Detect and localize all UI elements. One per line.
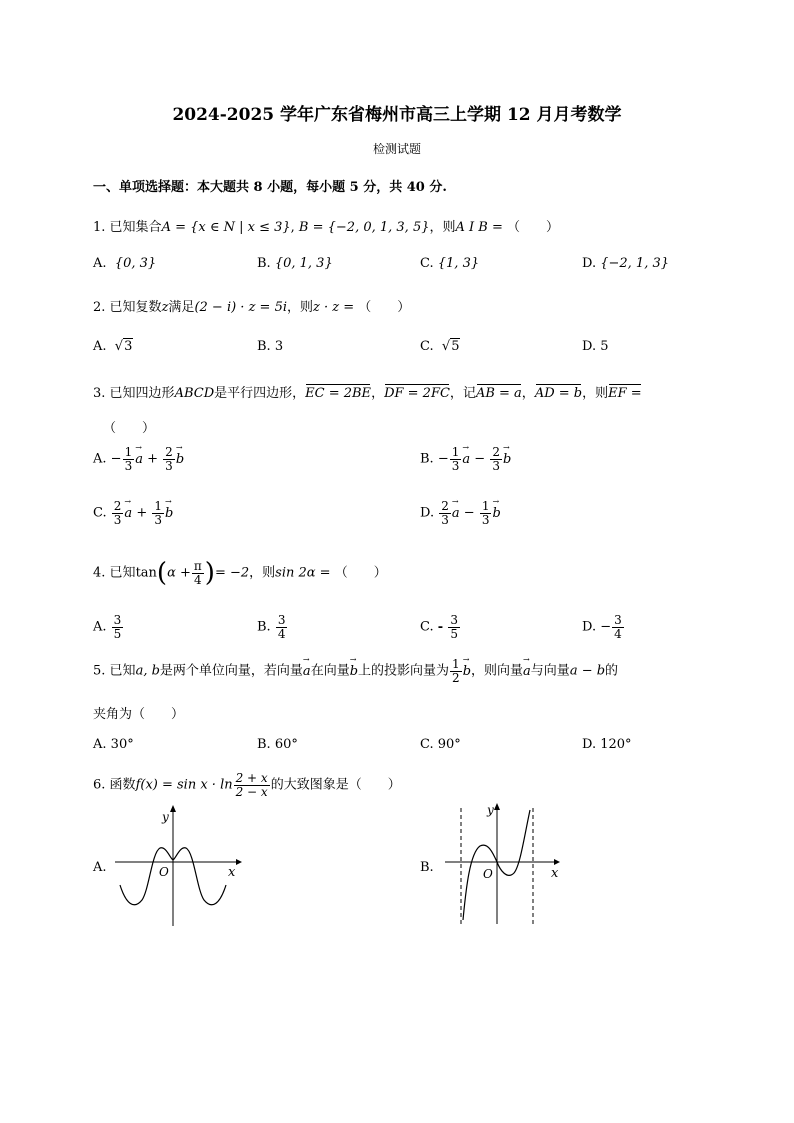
y-axis-arrow xyxy=(170,805,176,812)
question-number: 4. xyxy=(93,565,106,581)
question-4: 4. 已知tan(α + $\frac{\pi}{4}$ )= −2，则sin 2α = （ ） xyxy=(93,558,387,588)
option-b: B. − $\frac{1}{3}$ → a − $\frac{2}{3}$ → b xyxy=(420,446,511,472)
question-6: 6. 函数f(x) = sin x · ln $\frac{2 + x}{2 - x}$ 的大致图象是（ ） xyxy=(93,771,401,799)
section-heading: 一、单项选择题：本大题共 8 小题，每小题 5 分，共 40 分. xyxy=(93,180,447,195)
answer-blank: （ ） xyxy=(103,421,156,436)
definition-ab: AB = a xyxy=(475,386,522,401)
set-b: B = {−2, 0, 1, 3, 5} xyxy=(298,220,430,235)
set-a: A = {x ∈ N | x ≤ 3} xyxy=(161,220,291,235)
question-number: 3. xyxy=(93,386,106,401)
condition-df: DF = 2FC xyxy=(384,386,450,401)
graph-a xyxy=(112,800,242,930)
option-a: A. $\frac{3}{5}$ xyxy=(93,613,122,641)
option-b: B. 60° xyxy=(257,737,298,752)
expression: sin 2α = xyxy=(275,565,331,581)
option-c: C. {1, 3} xyxy=(420,256,480,271)
option-b: B. $\frac{3}{4}$ xyxy=(257,613,286,641)
option-d: D. 120° xyxy=(582,737,632,752)
expression: z · z = xyxy=(313,300,355,315)
option-d: D. {−2, 1, 3} xyxy=(582,256,670,271)
option-c: C. 90° xyxy=(420,737,461,752)
option-a: A. − $\frac{1}{3}$ → a + $\frac{2}{3}$ → b xyxy=(93,446,184,472)
question-2: 2. 已知复数z满足(2 − i) · z = 5i，则z · z = （ ） xyxy=(93,300,411,315)
x-axis-arrow xyxy=(554,859,560,865)
question-3: 3. 已知四边形ABCD是平行四边形，EC = 2BE，DF = 2FC，记AB = a，AD = b，则EF = xyxy=(93,386,642,401)
option-d: D. $\frac{2}{3}$ → a − $\frac{1}{3}$ → b xyxy=(420,500,501,526)
question-text: 已知集合 xyxy=(109,220,162,235)
option-b: B. 3 xyxy=(257,339,284,354)
answer-blank: （ ） xyxy=(334,565,387,581)
graph-a-label: A. xyxy=(93,860,107,875)
option-b: B. {0, 1, 3} xyxy=(257,256,333,271)
graph-b xyxy=(440,798,565,928)
option-d: D. − $\frac{3}{4}$ xyxy=(582,613,622,641)
expression: A I B = xyxy=(455,220,503,235)
question-1: 1. 已知集合A = {x ∈ N | x ≤ 3}, B = {−2, 0, 1, 3, 5}，则A I B = （ ） xyxy=(93,220,560,235)
expression: EF = xyxy=(608,386,642,401)
question-number: 2. xyxy=(93,300,106,315)
condition: (2 − i) · z = 5i xyxy=(194,300,287,315)
question-number: 1. xyxy=(93,220,106,235)
option-c: C. √5 xyxy=(420,339,460,354)
x-label: x xyxy=(551,866,559,881)
graph-b-label: B. xyxy=(420,860,434,875)
condition-ec: EC = 2BE xyxy=(305,386,372,401)
question-5: 5. 已知a, b是两个单位向量，若向量→ a在向量→ b上的投影向量为 $\frac{1}{2}$ → b，则向量→ a与向量a − b的 xyxy=(93,658,618,684)
origin-label: O xyxy=(483,867,493,881)
option-c: C. $\frac{2}{3}$ → a + $\frac{1}{3}$ → b xyxy=(93,500,173,526)
option-a: A. {0, 3} xyxy=(93,256,157,271)
answer-blank: （ ） xyxy=(358,300,411,315)
question-text: ，则 xyxy=(429,220,456,235)
page-subtitle: 检测试题 xyxy=(372,142,421,156)
option-a: A. √3 xyxy=(93,339,133,354)
x-label: x xyxy=(228,865,236,880)
page-title: 2024-2025 学年广东省梅州市高三上学期 12 月月考数学 xyxy=(172,105,622,125)
question-5-line-2: 夹角为（ ） xyxy=(93,707,185,722)
y-axis-arrow xyxy=(494,803,500,810)
answer-blank: （ ） xyxy=(507,220,560,235)
option-a: A. 30° xyxy=(93,737,134,752)
question-number: 6. xyxy=(93,777,106,793)
x-axis-arrow xyxy=(236,859,242,865)
origin-label: O xyxy=(159,865,169,879)
definition-ad: AD = b xyxy=(534,386,583,401)
question-number: 5. xyxy=(93,663,106,679)
option-d: D. 5 xyxy=(582,339,609,354)
option-c: C. - $\frac{3}{5}$ xyxy=(420,613,458,641)
y-label: y xyxy=(162,810,169,824)
y-label: y xyxy=(487,803,494,817)
